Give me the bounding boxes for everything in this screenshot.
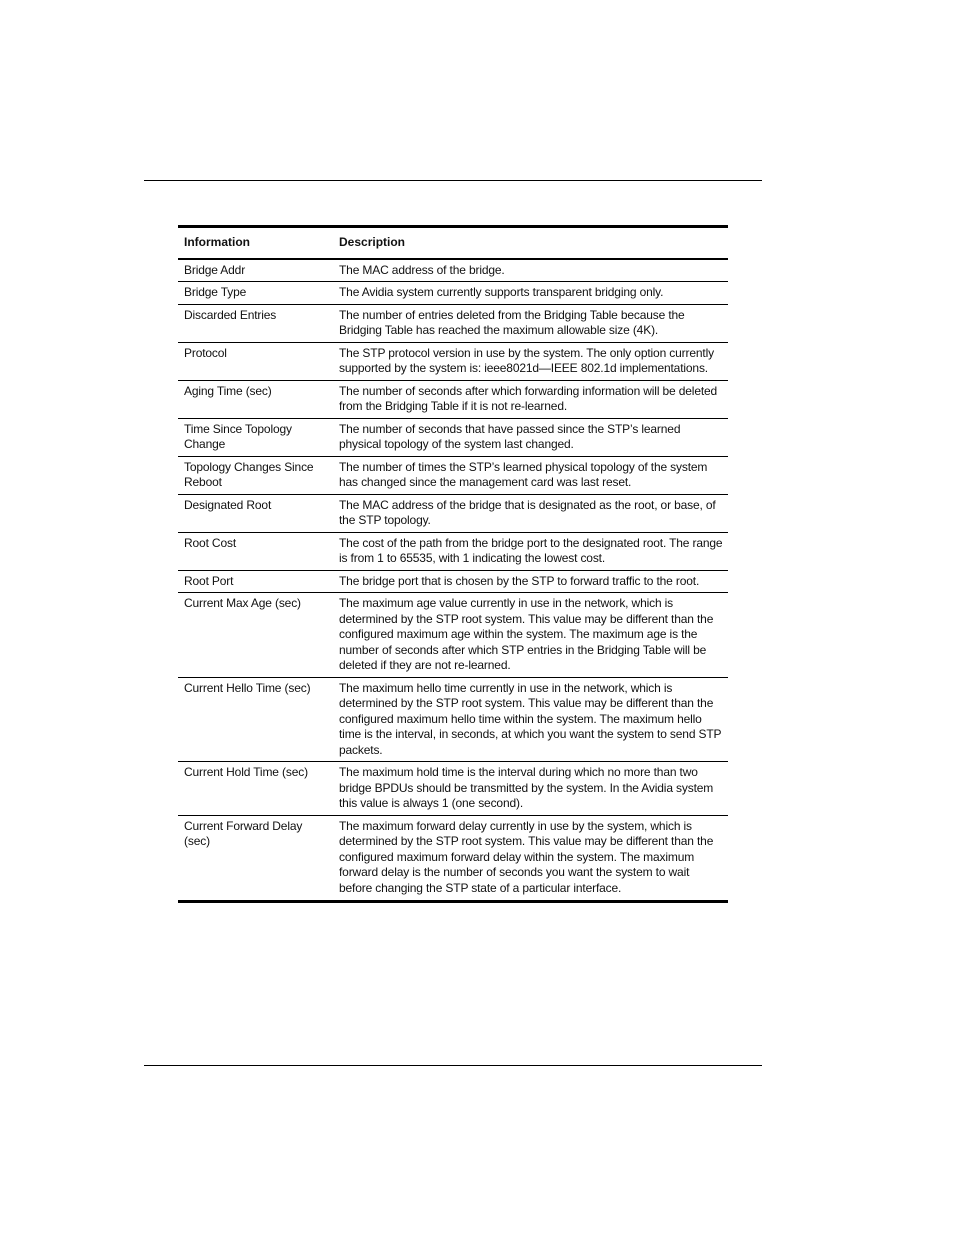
information-cell: Current Forward Delay (sec) <box>184 818 303 848</box>
table-header-row <box>178 228 728 259</box>
table-row <box>178 677 728 762</box>
information-cell: Discarded Entries <box>178 304 333 342</box>
description-cell: The maximum forward delay currently in use by the system, which is determined by the STP root system. This value may be different than the configured maximum forward delay within the system. The maximum forward delay is the number of seconds you want the system to wait before changing the STP state of a particular interface. <box>339 818 714 895</box>
description-cell: The bridge port that is chosen by the STP to forward traffic to the root. <box>333 570 728 593</box>
table-row <box>178 342 728 380</box>
bridging-info-table <box>178 228 728 900</box>
column-header-description: Description <box>333 228 728 259</box>
description-cell: The maximum hello time currently in use in the network, which is determined by the STP root system. This value may be different than the configured maximum hello time within the system. The maximum hello time is the interval, in seconds, at which you want the system to send STP packets. <box>333 677 728 762</box>
table-row <box>178 593 728 678</box>
information-cell: Root Cost <box>178 532 333 570</box>
information-cell: Protocol <box>178 342 333 380</box>
table-row <box>178 762 728 816</box>
description-cell: The number of seconds after which forwarding information will be deleted from the Bridging Table if it is not re-learned. <box>333 380 728 418</box>
table-row <box>178 380 728 418</box>
bridging-info-table-container <box>178 225 728 903</box>
information-cell: Bridge Type <box>178 282 333 305</box>
table-row <box>178 494 728 532</box>
description-cell: The MAC address of the bridge that is designated as the root, or base, of the STP topology. <box>333 494 728 532</box>
description-cell: The Avidia system currently supports transparent bridging only. <box>333 282 728 305</box>
information-cell: Time Since Topology Change <box>178 418 333 456</box>
description-cell: The maximum hold time is the interval during which no more than two bridge BPDUs should be transmitted by the system. In the Avidia system this value is always 1 (one second). <box>333 762 728 816</box>
table-row <box>178 304 728 342</box>
information-cell: Current Hold Time (sec) <box>178 762 333 816</box>
header-rule <box>144 180 762 181</box>
table-row <box>178 418 728 456</box>
information-cell: Topology Changes Since Reboot <box>178 456 333 494</box>
information-cell: Designated Root <box>178 494 333 532</box>
table-row <box>178 259 728 282</box>
description-cell: The cost of the path from the bridge port to the designated root. The range is from 1 to 65535, with 1 indicating the lowest cost. <box>333 532 728 570</box>
table-row <box>178 532 728 570</box>
column-header-information: Information <box>178 228 333 259</box>
table-row <box>178 456 728 494</box>
footer-rule <box>144 1065 762 1066</box>
information-cell: Current Hello Time (sec) <box>178 677 333 762</box>
description-cell: The maximum age value currently in use in the network, which is determined by the STP root system. This value may be different than the configured maximum age within the system. The maximum age is the number of seconds after which STP entries in the Bridging Table will be deleted if they are not re-learned. <box>333 593 728 678</box>
description-cell: The STP protocol version in use by the system. The only option currently supported by the system is: ieee8021d—IEEE 802.1d implementations. <box>333 342 728 380</box>
table-row <box>178 815 728 900</box>
description-cell: The number of entries deleted from the Bridging Table because the Bridging Table has reached the maximum allowable size (4K). <box>333 304 728 342</box>
information-cell: Aging Time (sec) <box>178 380 333 418</box>
description-cell: The number of times the STP’s learned physical topology of the system has changed since the management card was last reset. <box>333 456 728 494</box>
information-cell: Current Max Age (sec) <box>178 593 333 678</box>
information-cell: Root Port <box>178 570 333 593</box>
information-cell: Bridge Addr <box>178 259 333 282</box>
table-row <box>178 570 728 593</box>
table-row <box>178 282 728 305</box>
description-cell: The MAC address of the bridge. <box>333 259 728 282</box>
description-cell: The number of seconds that have passed since the STP’s learned physical topology of the system last changed. <box>333 418 728 456</box>
